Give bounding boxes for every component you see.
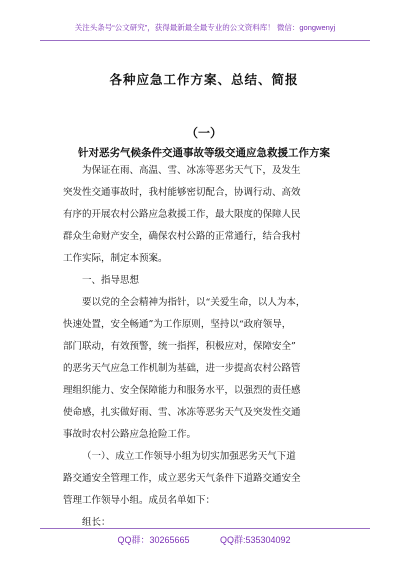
- body-line: 工作实际，制定本预案。: [63, 253, 168, 264]
- body-line: 路交通安全管理工作，成立恶劣天气条件下道路交通安全: [63, 473, 301, 484]
- body-line: 群众生命财产安全，确保农村公路的正常通行，结合我村: [63, 231, 301, 242]
- document-title: 各种应急工作方案、总结、简报: [109, 72, 299, 87]
- body-line: 管理工作领导小组。成员名单如下：: [63, 495, 216, 506]
- document-body: [63, 160, 349, 534]
- body-line: 要以党的全会精神为指针，以“关爱生命，以人为本，: [82, 297, 306, 308]
- body-line: 的恶劣天气应急工作机制为基础，进一步提高农村公路管: [63, 363, 301, 374]
- heading-guiding-ideology: 一、指导思想: [82, 275, 140, 286]
- body-line: 快速处置，安全畅通”为工作原则，坚持以“政府领导，: [63, 319, 292, 330]
- body-line: 有序的开展农村公路应急救援工作，最大限度的保障人民: [63, 209, 301, 220]
- body-line: 使命感，扎实做好雨、雪、冰冻等恶劣天气及突发性交通: [63, 407, 301, 418]
- leader-label: 组长：: [82, 517, 111, 528]
- footer-divider: [40, 528, 370, 529]
- section-title: 针对恶劣气候条件交通事故等级交通应急救援工作方案: [78, 147, 330, 159]
- body-line: 理组织能力、安全保障能力和服务水平，以强烈的责任感: [63, 385, 301, 396]
- body-line: 部门联动，有效预警，统一指挥，积极应对，保障安全”: [63, 341, 296, 352]
- header-banner: 关注头条号“公文研究”，获得最新最全最专业的公文资料库！ 微信：gongwenyj: [74, 23, 336, 32]
- footer-banner: [0, 533, 408, 546]
- footer-qq-group-2: QQ群:535304092: [220, 535, 291, 545]
- header-divider: [40, 40, 370, 41]
- body-line: （一）、成立工作领导小组为切实加强恶劣天气下道: [82, 451, 296, 462]
- footer-qq-group-1: QQ群：30265665: [117, 535, 190, 545]
- body-line: 为保证在雨、高温、雪、冰冻等恶劣天气下，及发生: [82, 165, 301, 176]
- body-line: 突发性交通事故时，我村能够密切配合，协调行动、高效: [63, 187, 301, 198]
- section-number: （一）: [185, 126, 222, 140]
- body-line: 事故时农村公路应急抢险工作。: [63, 429, 197, 440]
